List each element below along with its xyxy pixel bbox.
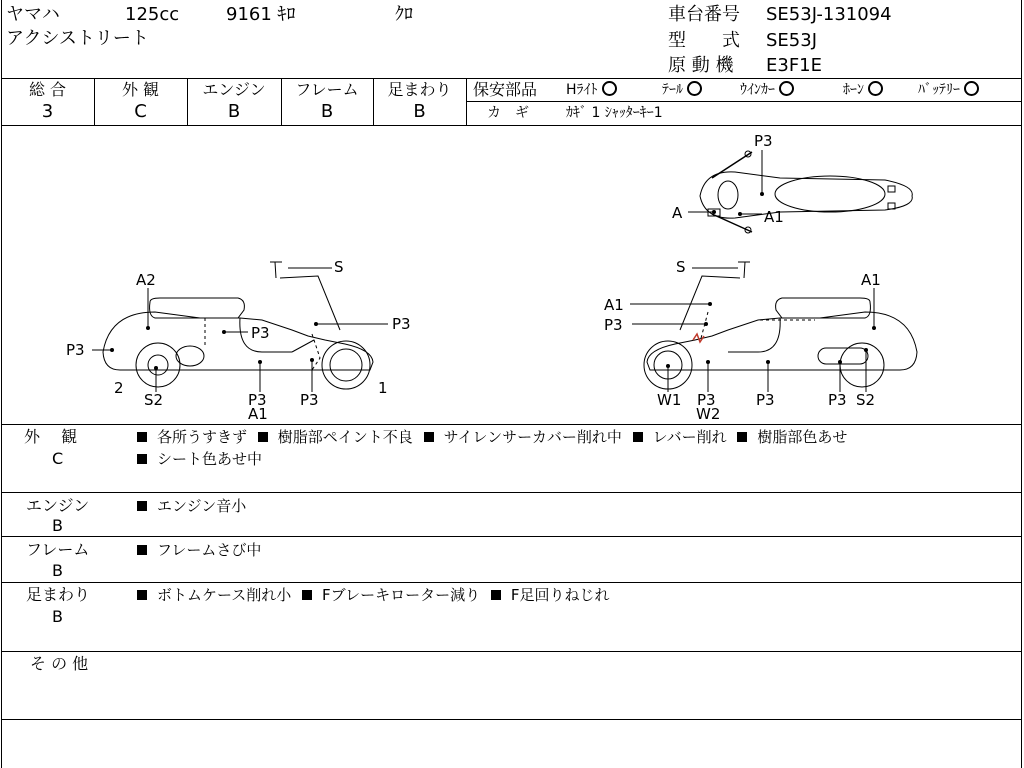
- label-top-a: A: [672, 204, 683, 222]
- overall-grade: 3: [41, 101, 54, 122]
- engine-value: E3F1E: [766, 55, 823, 76]
- handwritten-mark: [693, 334, 704, 342]
- bullet-icon: [137, 432, 147, 442]
- damage-points: [110, 192, 876, 370]
- horn-ok-icon: [868, 81, 883, 96]
- displacement: 125cc: [125, 4, 180, 25]
- grade-divider-5: [466, 78, 467, 125]
- label-left-p3-seat: P3: [251, 324, 270, 342]
- suspension-grade: B: [413, 101, 426, 122]
- remark-item: シート色あせ中: [137, 450, 262, 468]
- headlight-ok-icon: [602, 81, 617, 96]
- winker-ok-icon: [779, 81, 794, 96]
- overall-label: 総 合: [28, 80, 67, 99]
- bullet-icon: [491, 590, 501, 600]
- frame-no: SE53J-131094: [766, 4, 892, 25]
- label-right-p3-rear: P3: [828, 391, 847, 409]
- bullet-icon: [137, 454, 147, 464]
- headlight-label: Hﾗｲﾄ: [566, 82, 598, 98]
- label-left-a1-bottom: A1: [248, 405, 268, 423]
- label-right-s2: S2: [856, 391, 876, 409]
- label-left-p3-front: P3: [392, 315, 411, 333]
- safety-taillight: [662, 80, 702, 100]
- remark-item: Fブレーキローター減り: [302, 586, 480, 604]
- remark-frame-label: フレーム: [26, 540, 90, 559]
- rule-remark-2: [1, 536, 1022, 537]
- frame-grade: B: [320, 101, 334, 122]
- remark-suspension-label: 足まわり: [26, 585, 91, 604]
- rule-remark-1: [1, 492, 1022, 493]
- key-value: ｶｷﾞ 1 ｼｬｯﾀｰｷｰ1: [566, 105, 663, 121]
- rule-remark-4: [1, 651, 1022, 652]
- label-left-s2: S2: [144, 391, 164, 409]
- label-right-a1-rear: A1: [861, 271, 881, 289]
- label-right-a1-upper: A1: [604, 296, 624, 314]
- bullet-icon: [737, 432, 747, 442]
- label-left-1: 1: [378, 379, 388, 397]
- suspension-grade-label: 足まわり: [387, 80, 452, 99]
- label-left-s: S: [334, 258, 344, 276]
- remark-engine-grade: B: [52, 516, 63, 535]
- remark-item: レバー削れ: [633, 428, 727, 446]
- engine-grade: B: [227, 101, 241, 122]
- taillight-ok-icon: [687, 81, 702, 96]
- remark-engine-label: エンジン: [26, 496, 90, 515]
- remark-frame-grade: B: [52, 561, 63, 580]
- color: ｸﾛ: [395, 4, 413, 25]
- maker: ヤマハ: [6, 4, 60, 25]
- type-value: SE53J: [766, 30, 818, 51]
- label-left-2: 2: [114, 379, 124, 397]
- frame-no-label: 車台番号: [668, 4, 740, 25]
- safety-battery: [918, 80, 979, 100]
- safety-horn: [843, 80, 883, 100]
- remark-exterior-grade: C: [52, 449, 64, 468]
- remark-item: サイレンサーカバー削れ中: [424, 428, 622, 446]
- remark-suspension-items: [137, 584, 1017, 606]
- bullet-icon: [137, 501, 147, 511]
- remark-item: 樹脂部色あせ: [737, 428, 847, 446]
- remark-suspension-grade: B: [52, 607, 63, 626]
- taillight-label: ﾃｰﾙ: [662, 82, 683, 98]
- remark-item: ボトムケース削れ小: [137, 586, 291, 604]
- remark-exterior-items: [137, 426, 1017, 470]
- key-label: カ ギ: [487, 105, 529, 121]
- label-right-s: S: [676, 258, 686, 276]
- label-left-a2: A2: [136, 271, 156, 289]
- battery-label: ﾊﾞｯﾃﾘｰ: [918, 82, 960, 98]
- safety-headlight: [566, 80, 617, 100]
- bullet-icon: [137, 545, 147, 555]
- frame-grade-label: フレーム: [295, 80, 359, 99]
- leader-lines: [92, 150, 874, 392]
- scooter-top-view: [700, 151, 912, 233]
- engine-label: 原 動 機: [668, 55, 734, 76]
- label-left-p3-rear: P3: [66, 341, 85, 359]
- remark-other-label: そ の 他: [30, 654, 89, 673]
- remark-exterior-label: 外 観: [24, 427, 78, 446]
- label-right-w1: W1: [657, 391, 682, 409]
- safety-winker: [740, 80, 794, 100]
- rule-diagram-bottom: [1, 424, 1022, 425]
- remark-item: F足回りねじれ: [491, 586, 610, 604]
- label-top-a1: A1: [764, 208, 784, 226]
- damage-diagram: [0, 126, 1022, 424]
- rule-header-bottom: [1, 78, 1022, 79]
- remark-engine-items: [137, 495, 252, 517]
- label-left-p3-bottom: P3: [248, 391, 267, 409]
- remark-item: エンジン音小: [137, 497, 246, 515]
- exterior-grade: C: [134, 101, 147, 122]
- exterior-label: 外 観: [121, 80, 160, 99]
- label-top-p3: P3: [754, 132, 773, 150]
- bullet-icon: [258, 432, 268, 442]
- safety-label: 保安部品: [473, 80, 538, 99]
- label-right-p3-mid: P3: [697, 391, 716, 409]
- rule-grade-mid: [466, 101, 1022, 102]
- label-left-p3-front-bottom: P3: [300, 391, 319, 409]
- model-name: アクシストリート: [6, 28, 149, 49]
- label-right-p3-upper: P3: [604, 316, 623, 334]
- horn-label: ﾎｰﾝ: [843, 82, 864, 98]
- label-right-w2: W2: [696, 405, 721, 423]
- bullet-icon: [633, 432, 643, 442]
- remark-item: 樹脂部ペイント不良: [258, 428, 413, 446]
- mileage: 9161 ｷﾛ: [226, 4, 296, 25]
- bullet-icon: [137, 590, 147, 600]
- label-right-p3-floor: P3: [756, 391, 775, 409]
- remark-frame-items: [137, 539, 267, 561]
- rule-remark-3: [1, 582, 1022, 583]
- battery-ok-icon: [964, 81, 979, 96]
- bullet-icon: [424, 432, 434, 442]
- rule-remark-5: [1, 719, 1022, 720]
- remark-item: 各所うすきず: [137, 428, 247, 446]
- type-label: 型 式: [668, 30, 740, 51]
- engine-grade-label: エンジン: [202, 80, 266, 99]
- remark-item: フレームさび中: [137, 541, 261, 559]
- winker-label: ｳｲﾝｶｰ: [740, 82, 775, 98]
- bullet-icon: [302, 590, 312, 600]
